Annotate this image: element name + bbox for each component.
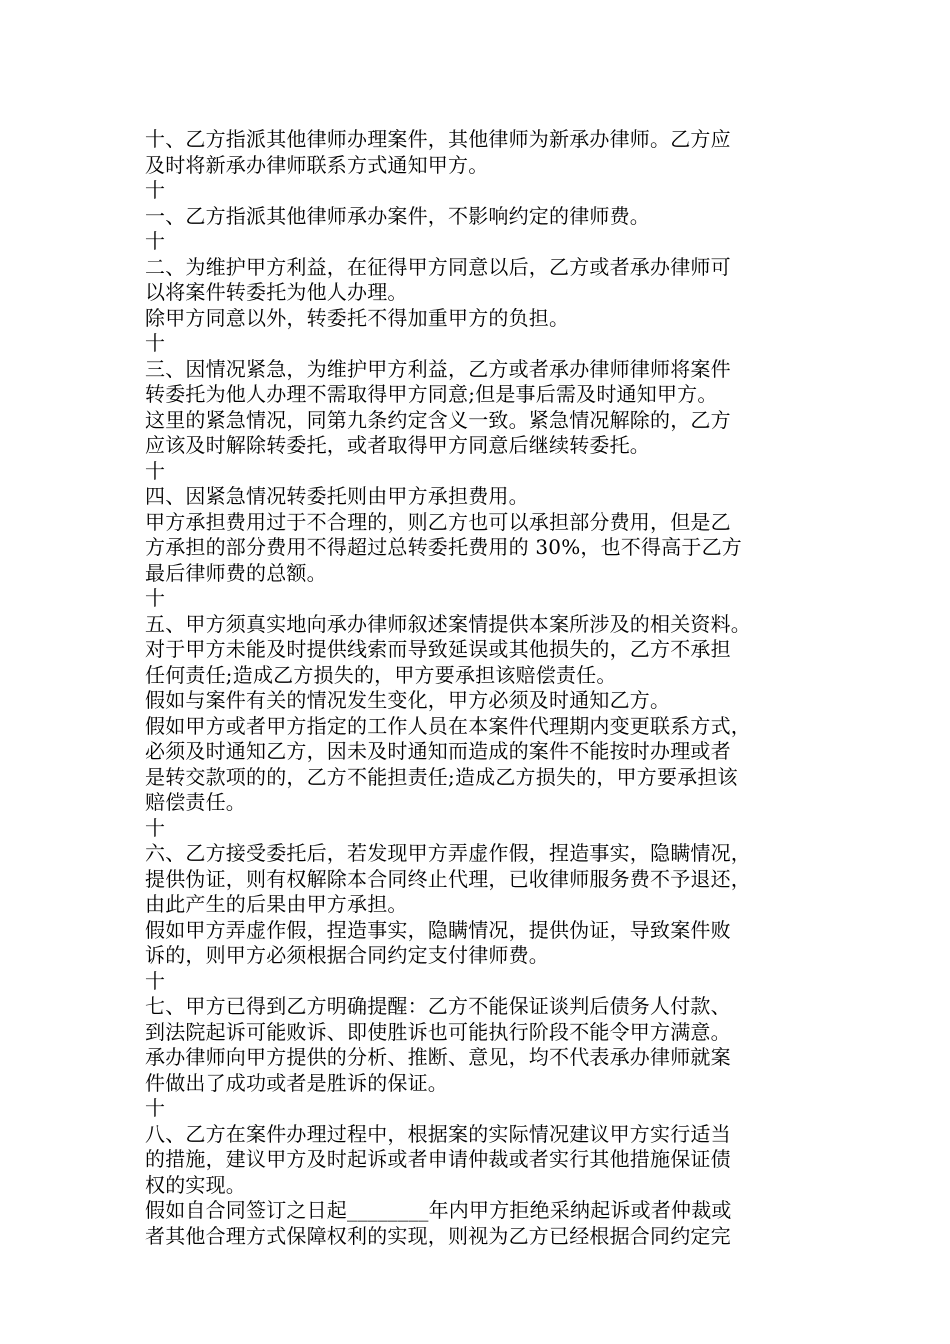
text-line: 最后律师费的总额。 xyxy=(145,560,327,585)
text-line: 任何责任;造成乙方损失的，甲方要承担该赔偿责任。 xyxy=(145,662,617,687)
text-line: 以将案件转委托为他人办理。 xyxy=(145,280,408,304)
text-line: 十 xyxy=(145,229,166,253)
text-line: 十 xyxy=(145,968,166,993)
text-line: 五、甲方须真实地向承办律师叙述案情提供本案所涉及的相关资料。 xyxy=(145,611,751,636)
text-line: 十 xyxy=(145,178,166,202)
text-line: 由此产生的后果由甲方承担。 xyxy=(145,892,408,916)
text-line: 除甲方同意以外，转委托不得加重甲方的负担。 xyxy=(145,305,570,330)
text-line: 及时将新承办律师联系方式通知甲方。 xyxy=(145,152,489,177)
text-line: 四、因紧急情况转委托则由甲方承担费用。 xyxy=(145,484,529,508)
text-line: 七、甲方已得到乙方明确提醒：乙方不能保证谈判后债务人付款、 xyxy=(145,994,731,1018)
text-line: 者其他合理方式保障权利的实现，则视为乙方已经根据合同约定完 xyxy=(145,1223,731,1248)
text-line: 十 xyxy=(145,1096,166,1120)
text-line: 甲方承担费用过于不合理的，则乙方也可以承担部分费用，但是乙 xyxy=(145,509,731,534)
text-line: 权的实现。 xyxy=(145,1172,246,1197)
text-line: 方承担的部分费用不得超过总转委托费用的 30%，也不得高于乙方 xyxy=(145,535,743,559)
text-line: 三、因情况紧急，为维护甲方利益，乙方或者承办律师律师将案件 xyxy=(145,356,731,381)
text-line: 二、为维护甲方利益，在征得甲方同意以后，乙方或者承办律师可 xyxy=(145,254,731,279)
text-line: 承办律师向甲方提供的分析、推断、意见，均不代表承办律师就案 xyxy=(145,1045,731,1069)
text-line: 假如与案件有关的情况发生变化，甲方必须及时通知乙方。 xyxy=(145,688,671,712)
text-line: 假如甲方或者甲方指定的工作人员在本案件代理期内变更联系方式， xyxy=(145,713,751,738)
text-line: 转委托为他人办理不需取得甲方同意;但是事后需及时通知甲方。 xyxy=(145,382,718,406)
text-line: 应该及时解除转委托，或者取得甲方同意后继续转委托。 xyxy=(145,433,650,457)
text-line: 十 xyxy=(145,458,166,483)
text-line: 六、乙方接受委托后，若发现甲方弄虚作假，捏造事实，隐瞒情况， xyxy=(145,841,751,865)
document-body xyxy=(145,127,825,1249)
text-line: 到法院起诉可能败诉、即使胜诉也可能执行阶段不能令甲方满意。 xyxy=(145,1019,731,1044)
text-line: 件做出了成功或者是胜诉的保证。 xyxy=(145,1070,448,1095)
text-line: 是转交款项的的，乙方不能担责任;造成乙方损失的，甲方要承担该 xyxy=(145,764,738,789)
text-line: 十 xyxy=(145,815,166,840)
text-line: 一、乙方指派其他律师承办案件，不影响约定的律师费。 xyxy=(145,203,650,228)
text-line: 假如甲方弄虚作假，捏造事实，隐瞒情况，提供伪证，导致案件败 xyxy=(145,917,731,942)
text-line: 对于甲方未能及时提供线索而导致延误或其他损失的，乙方不承担 xyxy=(145,637,731,661)
text-line: 十 xyxy=(145,331,166,355)
text-line: 必须及时通知乙方，因未及时通知而造成的案件不能按时办理或者 xyxy=(145,739,731,763)
text-line: 提供伪证，则有权解除本合同终止代理，已收律师服务费不予退还， xyxy=(145,866,751,891)
text-line: 诉的，则甲方必须根据合同约定支付律师费。 xyxy=(145,943,549,967)
text-line: 十 xyxy=(145,586,166,610)
text-line: 十、乙方指派其他律师办理案件，其他律师为新承办律师。乙方应 xyxy=(145,127,731,151)
text-line: 的措施，建议甲方及时起诉或者申请仲裁或者实行其他措施保证债 xyxy=(145,1147,731,1171)
text-line: 这里的紧急情况，同第九条约定含义一致。紧急情况解除的，乙方 xyxy=(145,407,731,432)
text-line: 假如自合同签订之日起________年内甲方拒绝采纳起诉或者仲裁或 xyxy=(145,1198,732,1222)
text-line: 赔偿责任。 xyxy=(145,790,246,814)
text-line: 八、乙方在案件办理过程中，根据案的实际情况建议甲方实行适当 xyxy=(145,1121,731,1146)
